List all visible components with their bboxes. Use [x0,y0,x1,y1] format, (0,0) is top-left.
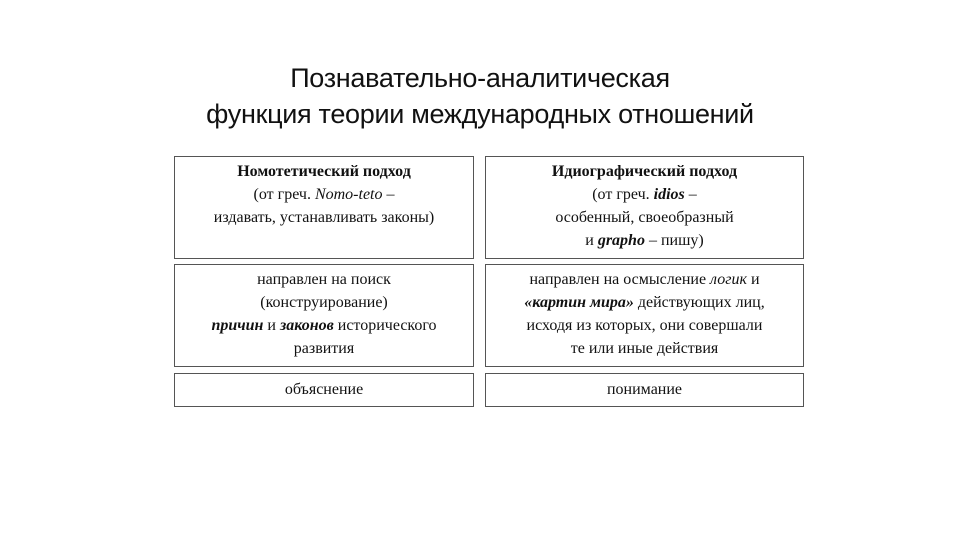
slide-title [0,60,960,132]
nomothetic-desc-line-4: развития [293,340,355,357]
idiographic-desc-line-1: направлен на осмысление логик и [529,271,760,288]
term-causes: причин [211,317,264,334]
nomothetic-approach-name: Номотетический подход [237,163,411,180]
term-logics: логик [710,271,747,288]
nomothetic-desc-line-3: причин и законов исторического [211,317,437,334]
term-world-pictures: «картин мира» [524,294,634,311]
idiographic-desc-line-4: те или иные действия [570,340,719,357]
title-line-1: Познавательно-аналитическая [290,63,670,93]
nomothetic-result-box [174,373,474,407]
idiographic-etymology-line: (от греч. idios – [592,186,697,203]
idiographic-desc-line-3: исходя из которых, они совершали [526,317,763,334]
idiographic-meaning: особенный, своеобразный [555,209,734,226]
nomothetic-approach-box [174,156,474,259]
idiographic-result-box [485,373,804,407]
nomothetic-desc-line-2: (конструирование) [260,294,388,311]
idiographic-result: понимание [606,381,683,398]
idiographic-etymology-line-2: и grapho – пишу) [585,232,704,249]
idiographic-description-box [485,264,804,367]
idiographic-desc-line-2: «картин мира» действующих лиц, [524,294,765,311]
idiographic-approach-box [485,156,804,259]
idiographic-approach-name: Идиографический подход [551,163,738,180]
nomothetic-description-box [174,264,474,367]
nomothetic-result: объяснение [284,381,364,398]
term-laws: законов [279,317,334,334]
title-line-2: функция теории международных отношений [206,99,754,129]
nomothetic-desc-line-1: направлен на поиск [257,271,391,288]
nomothetic-greek-term: Nomo-teto [314,186,383,203]
nomothetic-etymology-line: (от греч. Nomo-teto – [253,186,395,203]
idiographic-greek-term-2: grapho [597,232,645,249]
idiographic-greek-term-1: idios [653,186,685,203]
nomothetic-meaning: издавать, устанавливать законы) [213,209,435,226]
